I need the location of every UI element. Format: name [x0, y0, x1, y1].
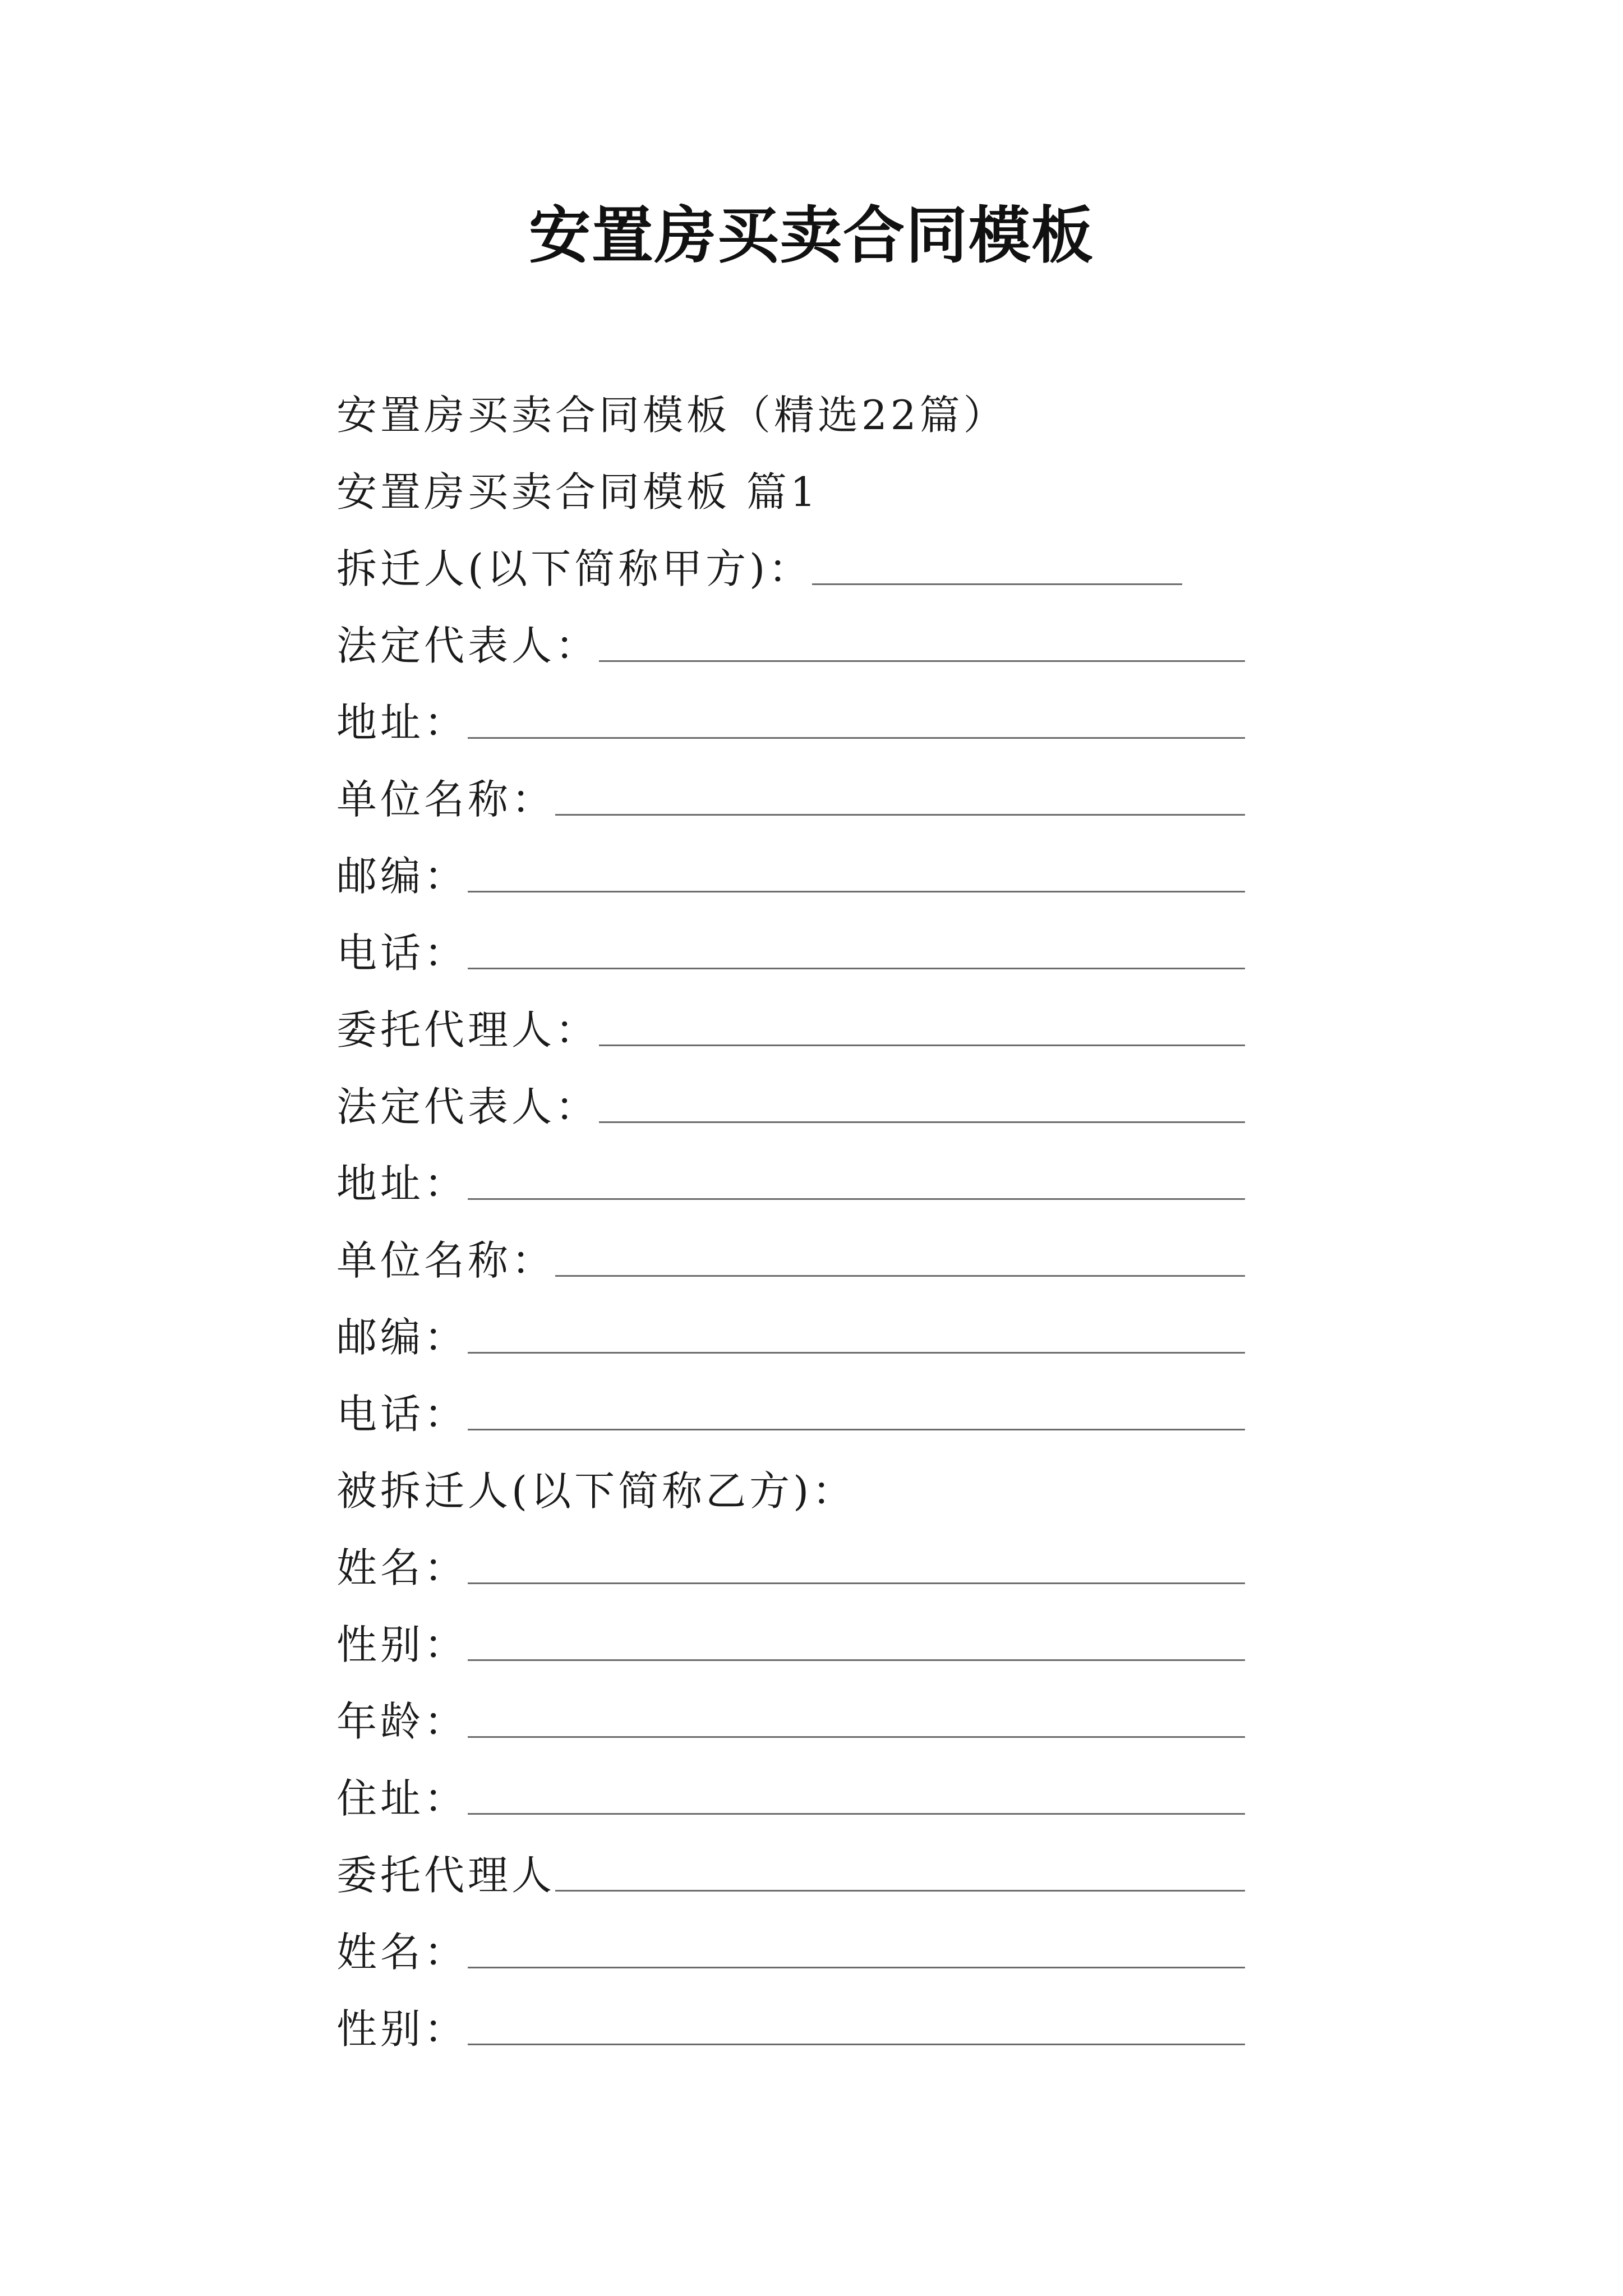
field-row-gender — [336, 1991, 1245, 2068]
field-label: 拆迁人(以下简称甲方)： — [336, 545, 813, 592]
field-row-agent — [336, 1837, 1245, 1914]
field-label: 年龄： — [336, 1698, 468, 1745]
field-label: 法定代表人： — [336, 1083, 600, 1130]
field-label: 住址： — [336, 1775, 468, 1822]
field-label: 委托代理人 — [336, 1852, 556, 1899]
field-label: 单位名称： — [336, 1237, 556, 1284]
document-subtitle: 安置房买卖合同模板（精选22篇） — [336, 392, 1007, 439]
field-label: 性别： — [336, 2005, 468, 2053]
field-label: 单位名称： — [336, 776, 556, 823]
field-label: 被拆迁人(以下简称乙方)： — [336, 1467, 856, 1515]
fill-in-blank — [468, 737, 1245, 739]
fill-in-blank — [555, 1890, 1245, 1892]
field-row-postcode — [336, 1299, 1245, 1376]
field-label: 电话： — [336, 930, 468, 977]
fill-in-blank — [468, 1967, 1245, 1968]
fill-in-blank — [468, 1582, 1245, 1584]
fill-in-blank — [468, 2044, 1245, 2045]
field-row-residence — [336, 1760, 1245, 1837]
field-row-phone — [336, 1376, 1245, 1453]
field-row-party-a — [336, 531, 1245, 608]
fill-in-blank — [599, 1045, 1245, 1046]
field-label: 法定代表人： — [336, 622, 600, 669]
field-label: 地址： — [336, 1160, 468, 1207]
field-label: 地址： — [336, 699, 468, 746]
fill-in-blank — [468, 1659, 1245, 1661]
document-title: 安置房买卖合同模板 — [529, 199, 1094, 272]
field-row-age — [336, 1683, 1245, 1760]
field-label: 邮编： — [336, 853, 468, 900]
section-heading: 安置房买卖合同模板 篇1 — [336, 468, 819, 516]
field-row-phone — [336, 915, 1245, 992]
field-row-address — [336, 684, 1245, 761]
field-row-unit-name — [336, 761, 1245, 838]
field-row-name — [336, 1530, 1245, 1607]
fill-in-blank — [468, 1352, 1245, 1354]
field-row-unit-name — [336, 1222, 1245, 1299]
fill-in-blank — [599, 660, 1245, 662]
field-label: 邮编： — [336, 1314, 468, 1361]
field-label: 电话： — [336, 1391, 468, 1438]
field-row-agent — [336, 992, 1245, 1069]
fill-in-blank — [812, 583, 1182, 585]
field-row-legal-representative — [336, 608, 1245, 684]
field-row-legal-representative — [336, 1069, 1245, 1145]
fill-in-blank — [468, 968, 1245, 969]
field-label: 性别： — [336, 1621, 468, 1668]
fill-in-blank — [468, 891, 1245, 892]
field-label: 姓名： — [336, 1544, 468, 1591]
fill-in-blank — [468, 1813, 1245, 1815]
field-label: 委托代理人： — [336, 1006, 600, 1053]
field-row-name — [336, 1914, 1245, 1991]
document-body — [336, 377, 1245, 2068]
fill-in-blank — [468, 1429, 1245, 1430]
fill-in-blank — [468, 1198, 1245, 1200]
fill-in-blank — [555, 814, 1245, 816]
field-row-gender — [336, 1607, 1245, 1683]
fill-in-blank — [555, 1275, 1245, 1277]
field-label: 姓名： — [336, 1929, 468, 1976]
fill-in-blank — [468, 1736, 1245, 1738]
fill-in-blank — [599, 1121, 1245, 1123]
field-row-postcode — [336, 838, 1245, 915]
field-row-address — [336, 1145, 1245, 1222]
field-row-party-b — [336, 1453, 1245, 1530]
